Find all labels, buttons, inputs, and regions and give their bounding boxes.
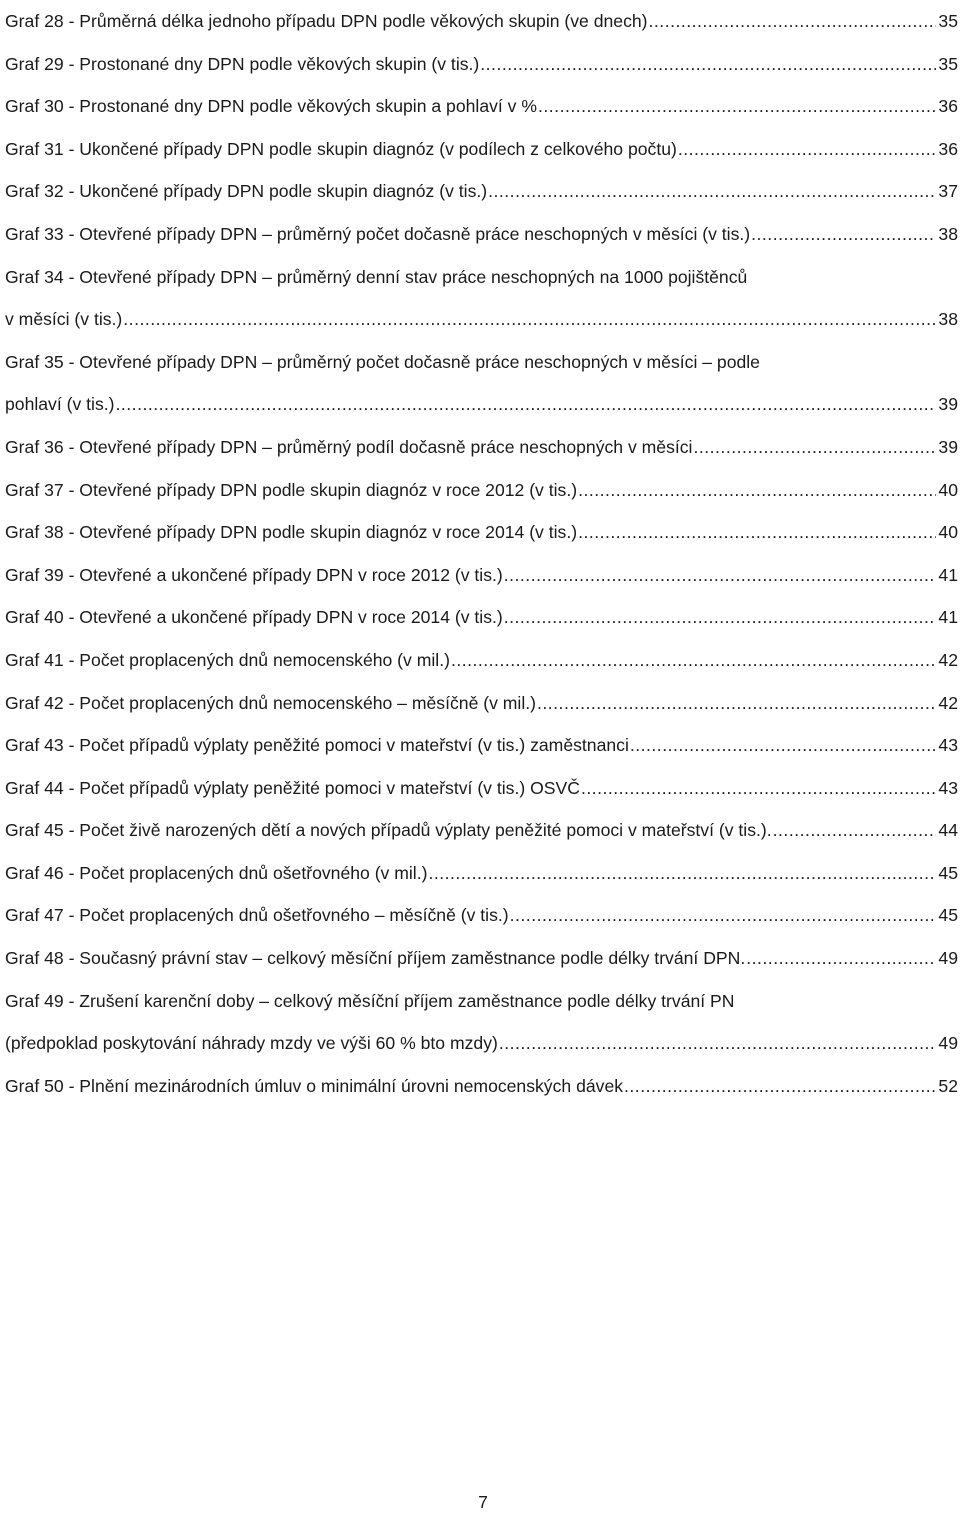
dot-leader bbox=[773, 809, 937, 852]
toc-entry-page: 36 bbox=[938, 96, 958, 117]
toc-entry[interactable] bbox=[5, 980, 960, 1065]
dot-leader bbox=[451, 639, 936, 682]
toc-entry[interactable] bbox=[5, 43, 960, 86]
toc-entry-title: Graf 42 - Počet proplacených dnů nemocenského – měsíčně (v mil.) bbox=[5, 692, 536, 713]
toc-entry-page: 39 bbox=[938, 436, 958, 457]
toc-entry-title: Graf 40 - Otevřené a ukončené případy DPN v roce 2014 (v tis.) bbox=[5, 607, 503, 628]
toc-entry-line bbox=[5, 1065, 960, 1108]
toc-entry[interactable] bbox=[5, 596, 960, 639]
toc-entry-line bbox=[5, 383, 960, 426]
toc-entry-line bbox=[5, 682, 960, 725]
toc-entry[interactable] bbox=[5, 894, 960, 937]
toc-entry-line bbox=[5, 1022, 960, 1065]
toc-entry-title: Graf 28 - Průměrná délka jednoho případu DPN podle věkových skupin (ve dnech) bbox=[5, 11, 648, 31]
toc-entry-line bbox=[5, 511, 960, 554]
toc-entry-title: Graf 48 - Současný právní stav – celkový měsíční příjem zaměstnance podle délky trvání DPN. bbox=[5, 948, 746, 969]
toc-entry-line bbox=[5, 213, 960, 256]
toc-entry[interactable] bbox=[5, 426, 960, 469]
toc-entry[interactable] bbox=[5, 724, 960, 767]
toc-entry-line bbox=[5, 767, 960, 810]
toc-entry-title: Graf 35 - Otevřené případy DPN – průměrný počet dočasně práce neschopných v měsíci – podle bbox=[5, 351, 760, 372]
toc-entry-title: (předpoklad poskytování náhrady mzdy ve výši 60 % bto mzdy) bbox=[5, 1033, 498, 1054]
dot-leader bbox=[678, 128, 937, 171]
toc-entry-page: 40 bbox=[938, 522, 958, 543]
toc-entry-page: 49 bbox=[938, 948, 958, 969]
dot-leader bbox=[624, 1065, 936, 1108]
toc-entry[interactable] bbox=[5, 213, 960, 256]
dot-leader bbox=[578, 469, 936, 512]
toc-entry[interactable] bbox=[5, 170, 960, 213]
toc-entry-page: 42 bbox=[938, 692, 958, 713]
toc-entry-title: Graf 44 - Počet případů výplaty peněžité pomoci v mateřství (v tis.) OSVČ bbox=[5, 777, 580, 798]
toc-entry-title: Graf 37 - Otevřené případy DPN podle skupin diagnóz v roce 2012 (v tis.) bbox=[5, 479, 578, 500]
toc-entry-page: 43 bbox=[938, 777, 958, 798]
toc-entry-title: Graf 29 - Prostonané dny DPN podle věkových skupin (v tis.) bbox=[5, 53, 480, 74]
toc-entry-line bbox=[5, 639, 960, 682]
toc-entry-page: 41 bbox=[938, 564, 958, 585]
toc-entry-title: Graf 34 - Otevřené případy DPN – průměrný denní stav práce neschopných na 1000 pojištěnců bbox=[5, 266, 748, 287]
toc-entry-title: Graf 41 - Počet proplacených dnů nemocenského (v mil.) bbox=[5, 649, 450, 670]
toc-entry-page: 38 bbox=[938, 309, 958, 330]
toc-entry-page: 45 bbox=[938, 905, 958, 926]
toc-entry[interactable] bbox=[5, 682, 960, 725]
toc-entry[interactable] bbox=[5, 852, 960, 895]
toc-entry[interactable] bbox=[5, 1065, 960, 1108]
toc-entry-title: pohlaví (v tis.) bbox=[5, 394, 115, 415]
dot-leader bbox=[499, 1022, 937, 1065]
dot-leader bbox=[751, 213, 936, 256]
toc-entry-line bbox=[5, 894, 960, 937]
toc-entry-title: Graf 32 - Ukončené případy DPN podle skupin diagnóz (v tis.) bbox=[5, 181, 488, 202]
toc-entry-line bbox=[5, 85, 960, 128]
toc-entry-page: 44 bbox=[938, 820, 958, 841]
toc-entry-line bbox=[5, 0, 960, 43]
toc-entry-title: Graf 39 - Otevřené a ukončené případy DPN v roce 2012 (v tis.) bbox=[5, 564, 503, 585]
toc-entry[interactable] bbox=[5, 639, 960, 682]
toc-entry-title: Graf 46 - Počet proplacených dnů ošetřovného (v mil.) bbox=[5, 862, 428, 883]
page-number: 7 bbox=[478, 1492, 488, 1512]
toc-entry[interactable] bbox=[5, 767, 960, 810]
toc-entry-title: Graf 49 - Zrušení karenční doby – celkový měsíční příjem zaměstnance podle délky trvání PN bbox=[5, 990, 735, 1011]
table-of-figures bbox=[5, 0, 960, 1107]
toc-entry-title: Graf 43 - Počet případů výplaty peněžité pomoci v mateřství (v tis.) zaměstnanci bbox=[5, 735, 629, 756]
toc-entry-page: 36 bbox=[938, 138, 958, 159]
toc-entry-page: 39 bbox=[938, 394, 958, 415]
toc-entry[interactable] bbox=[5, 0, 960, 43]
toc-entry[interactable] bbox=[5, 256, 960, 341]
toc-entry-line bbox=[5, 298, 960, 341]
dot-leader bbox=[630, 724, 937, 767]
toc-entry[interactable] bbox=[5, 937, 960, 980]
dot-leader bbox=[123, 298, 936, 341]
dot-leader bbox=[746, 937, 936, 980]
dot-leader bbox=[116, 383, 937, 426]
toc-entry-page: 37 bbox=[938, 181, 958, 202]
toc-entry-title: Graf 31 - Ukončené případy DPN podle skupin diagnóz (v podílech z celkového počtu) bbox=[5, 138, 677, 159]
dot-leader bbox=[649, 0, 937, 43]
toc-entry-line bbox=[5, 852, 960, 895]
toc-entry-line bbox=[5, 469, 960, 512]
toc-entry[interactable] bbox=[5, 341, 960, 426]
toc-entry[interactable] bbox=[5, 128, 960, 171]
toc-entry-page: 42 bbox=[938, 649, 958, 670]
toc-entry-title: Graf 47 - Počet proplacených dnů ošetřovného – měsíčně (v tis.) bbox=[5, 905, 509, 926]
dot-leader bbox=[693, 426, 936, 469]
toc-entry-page: 52 bbox=[938, 1075, 958, 1096]
toc-entry-title: Graf 36 - Otevřené případy DPN – průměrný podíl dočasně práce neschopných v měsíci bbox=[5, 436, 693, 457]
toc-entry[interactable] bbox=[5, 469, 960, 512]
toc-entry-line bbox=[5, 554, 960, 597]
toc-entry-title: Graf 45 - Počet živě narozených dětí a nových případů výplaty peněžité pomoci v mateřství (v tis.). bbox=[5, 820, 772, 841]
dot-leader bbox=[510, 894, 937, 937]
toc-entry-page: 43 bbox=[938, 735, 958, 756]
toc-entry[interactable] bbox=[5, 809, 960, 852]
toc-entry-title: Graf 50 - Plnění mezinárodních úmluv o minimální úrovni nemocenských dávek bbox=[5, 1075, 624, 1096]
toc-entry-line bbox=[5, 43, 960, 86]
toc-entry[interactable] bbox=[5, 85, 960, 128]
dot-leader bbox=[488, 170, 936, 213]
dot-leader bbox=[428, 852, 936, 895]
dot-leader bbox=[504, 554, 937, 597]
toc-entry-line bbox=[5, 128, 960, 171]
dot-leader bbox=[480, 43, 936, 86]
toc-entry-page: 40 bbox=[938, 479, 958, 500]
toc-entry-page: 45 bbox=[938, 862, 958, 883]
toc-entry-title: Graf 33 - Otevřené případy DPN – průměrný počet dočasně práce neschopných v měsíci (v tis.) bbox=[5, 223, 751, 244]
toc-entry-page: 41 bbox=[938, 607, 958, 628]
dot-leader bbox=[578, 511, 936, 554]
dot-leader bbox=[538, 85, 936, 128]
toc-entry-line bbox=[5, 170, 960, 213]
toc-entry[interactable] bbox=[5, 554, 960, 597]
toc-entry-page: 35 bbox=[938, 53, 958, 74]
toc-entry-page: 38 bbox=[938, 223, 958, 244]
toc-entry-line bbox=[5, 809, 960, 852]
toc-entry-line bbox=[5, 937, 960, 980]
toc-entry-title: Graf 30 - Prostonané dny DPN podle věkových skupin a pohlaví v % bbox=[5, 96, 538, 117]
dot-leader bbox=[537, 682, 936, 725]
toc-entry-title: v měsíci (v tis.) bbox=[5, 309, 123, 330]
dot-leader bbox=[504, 596, 937, 639]
dot-leader bbox=[581, 767, 936, 810]
toc-entry-page: 49 bbox=[938, 1033, 958, 1054]
toc-entry-page: 35 bbox=[938, 11, 958, 31]
toc-entry-line bbox=[5, 596, 960, 639]
toc-entry[interactable] bbox=[5, 511, 960, 554]
toc-entry-line bbox=[5, 724, 960, 767]
toc-entry-title: Graf 38 - Otevřené případy DPN podle skupin diagnóz v roce 2014 (v tis.) bbox=[5, 522, 578, 543]
toc-entry-line bbox=[5, 426, 960, 469]
